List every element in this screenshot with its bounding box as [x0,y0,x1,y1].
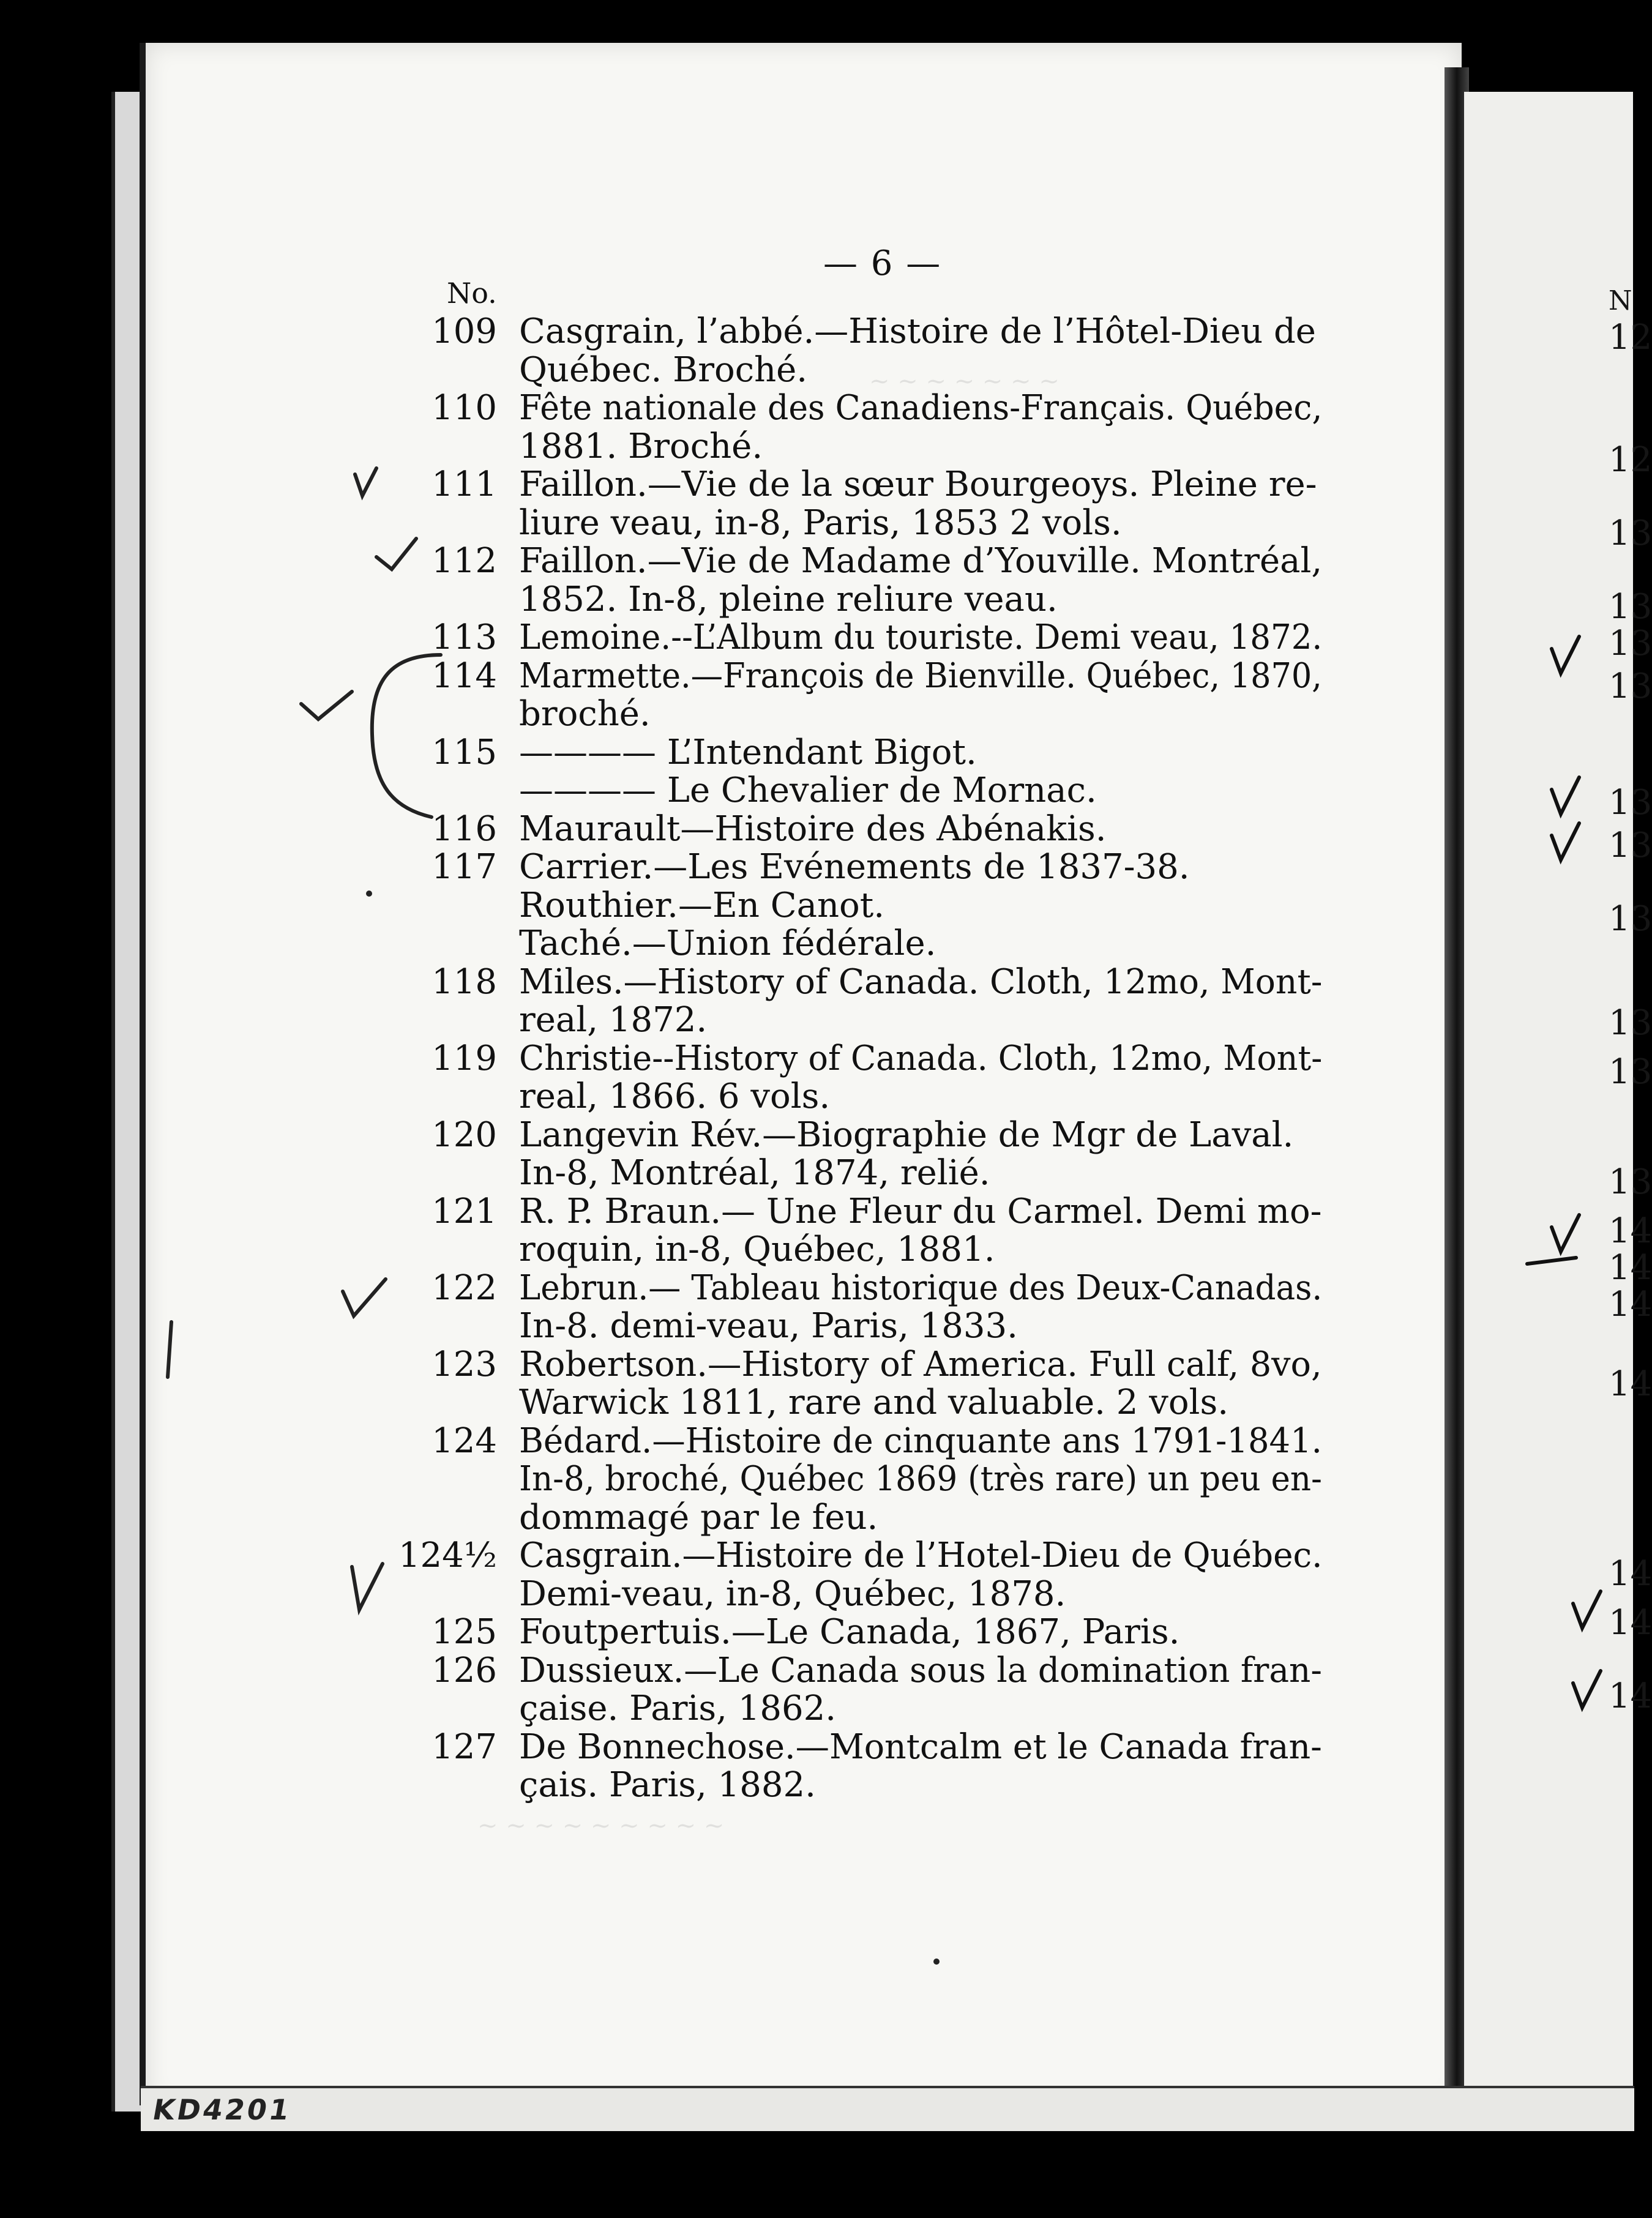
facing-page [1464,92,1633,2087]
facing-page-number: 13 [1609,513,1652,553]
entry-line: De Bonnechose.—Montcalm et le Canada fran- [519,1727,1322,1767]
facing-page-number: 13 [1609,899,1652,939]
check-mark-icon [340,1555,413,1622]
entry-number: 114 [432,655,497,696]
entry-number: 117 [432,847,497,887]
entry-line: dommagé par le feu. [519,1497,878,1537]
check-mark-icon [367,526,441,594]
facing-page-number: 14 [1609,1364,1652,1404]
entry-line: Langevin Rév.—Biographie de Mgr de Laval. [519,1115,1294,1155]
entry-line: Lebrun.— Tableau historique des Deux-Canadas. [519,1268,1323,1308]
entry-number: 115 [432,732,497,772]
entry-line: Casgrain.—Histoire de l’Hotel-Dieu de Québec. [519,1536,1323,1575]
entry-number: 111 [432,465,497,504]
entry-line: Carrier.—Les Evénements de 1837-38. [519,847,1190,887]
dash-mark-icon [1524,1249,1579,1273]
entry-number: 125 [432,1612,497,1652]
entry-line: Routhier.—En Canot. [519,885,885,925]
entry-line: Faillon.—Vie de Madame d’Youville. Montréal, [519,541,1323,581]
facing-page-number: 14 [1609,1285,1652,1324]
entry-line: In-8, broché, Québec 1869 (très rare) un peu en- [519,1459,1322,1499]
entry-line: Demi-veau, in-8, Québec, 1878. [519,1574,1066,1614]
entry-line: Christie--History of Canada. Cloth, 12mo, Mont- [519,1038,1323,1078]
check-mark-icon [1545,630,1588,685]
entry-line: ———— Le Chevalier de Mornac. [519,771,1097,810]
entry-line: real, 1866. 6 vols. [519,1077,831,1116]
entry-line: Bédard.—Histoire de cinquante ans 1791-1841. [519,1421,1322,1461]
entry-line: Marmette.—François de Bienville. Québec, 1870, [519,655,1322,696]
entry-line: real, 1872. [519,1000,708,1040]
facing-page-number: 13 [1609,1162,1652,1202]
entry-line: Fête nationale des Canadiens-Français. Québec, [519,388,1323,428]
check-mark-icon [343,453,416,520]
entry-line: Miles.—History of Canada. Cloth, 12mo, Mont- [519,962,1323,1002]
entry-line: In-8. demi-veau, Paris, 1833. [519,1306,1018,1346]
entry-line: Dussieux.—Le Canada sous la domination fran- [519,1650,1322,1690]
facing-page-number: 14 [1609,1554,1652,1594]
facing-page-number: 14 [1609,1211,1652,1251]
entry-number: 123 [432,1344,497,1384]
entry-line: Maurault—Histoire des Abénakis. [519,808,1107,849]
entry-number: 119 [432,1038,497,1078]
check-mark-icon [1567,1585,1610,1640]
entry-number: 118 [432,962,497,1002]
facing-page-number: 13 [1609,1003,1652,1043]
facing-page-number: 12 [1609,440,1652,480]
facing-page-number: 13 [1609,783,1652,823]
entry-number: 121 [432,1191,497,1231]
entry-line: Faillon.—Vie de la sœur Bourgeoys. Pleine re- [519,465,1317,504]
facing-page-header: N [1609,285,1632,316]
entry-line: Québec. Broché. [519,349,808,390]
bleed-through-text: ~ ~ ~ ~ ~ ~ ~ [869,367,1060,395]
facing-page-number: 13 [1609,826,1652,865]
facing-page-number: 12 [1609,318,1652,357]
entry-number: 122 [432,1268,497,1308]
entry-line: çais. Paris, 1882. [519,1765,816,1805]
page-number: — 6 — [823,244,942,283]
entry-number: 113 [432,618,497,657]
entry-line: 1852. In-8, pleine reliure veau. [519,579,1058,619]
entry-line: çaise. Paris, 1862. [519,1689,837,1728]
entry-line: broché. [519,694,651,734]
entry-number: 109 [432,312,497,351]
facing-page-number: 14 [1609,1603,1652,1643]
entry-line: Taché.—Union fédérale. [519,924,936,963]
entry-number: 124½ [398,1536,497,1575]
entry-number: 112 [432,541,497,581]
ink-dot [366,891,372,897]
page-bottom-edge [141,2086,1634,2131]
entry-number: 120 [432,1115,497,1155]
entry-number: 124 [432,1421,497,1461]
entry-line: liure veau, in-8, Paris, 1853 2 vols. [519,502,1122,543]
check-mark-icon [1545,817,1588,872]
entry-line: R. P. Braun.— Une Fleur du Carmel. Demi mo- [519,1191,1322,1231]
bleed-through-text: ~ ~ ~ ~ ~ ~ ~ ~ ~ [477,1812,725,1840]
check-mark-icon [331,1267,404,1334]
facing-page-number: 14 [1609,1676,1652,1716]
facing-page-number: 14 [1609,1248,1652,1288]
check-mark-icon [1567,1665,1610,1720]
bracket-mark-icon [355,643,453,826]
entry-line: Warwick 1811, rare and valuable. 2 vols. [519,1383,1228,1422]
entry-line: Foutpertuis.—Le Canada, 1867, Paris. [519,1612,1180,1652]
entry-line: roquin, in-8, Québec, 1881. [519,1230,995,1269]
entry-number: 126 [432,1650,497,1690]
entry-line: In-8, Montréal, 1874, relié. [519,1153,990,1193]
facing-page-number: 13 [1609,624,1652,663]
facing-page-number: 13 [1609,587,1652,627]
entry-line: Casgrain, l’abbé.—Histoire de l’Hôtel-Dieu de [519,312,1316,351]
entry-number: 127 [432,1727,497,1767]
facing-page-number: 13 [1609,1052,1652,1092]
ink-dot [933,1958,940,1965]
facing-page-number: 13 [1609,667,1652,706]
entry-line: Lemoine.--L’Album du touriste. Demi veau, 1872. [519,618,1323,657]
entry-number: 110 [432,388,497,428]
entry-number: 116 [432,808,497,849]
entry-line: 1881. Broché. [519,426,763,466]
column-label: No. [447,277,497,310]
catalogue-stamp: KD4201 [150,2093,294,2126]
pencil-stroke-icon [153,1316,190,1389]
entry-line: ———— L’Intendant Bigot. [519,732,977,772]
entry-line: Robertson.—History of America. Full calf, 8vo, [519,1344,1322,1384]
